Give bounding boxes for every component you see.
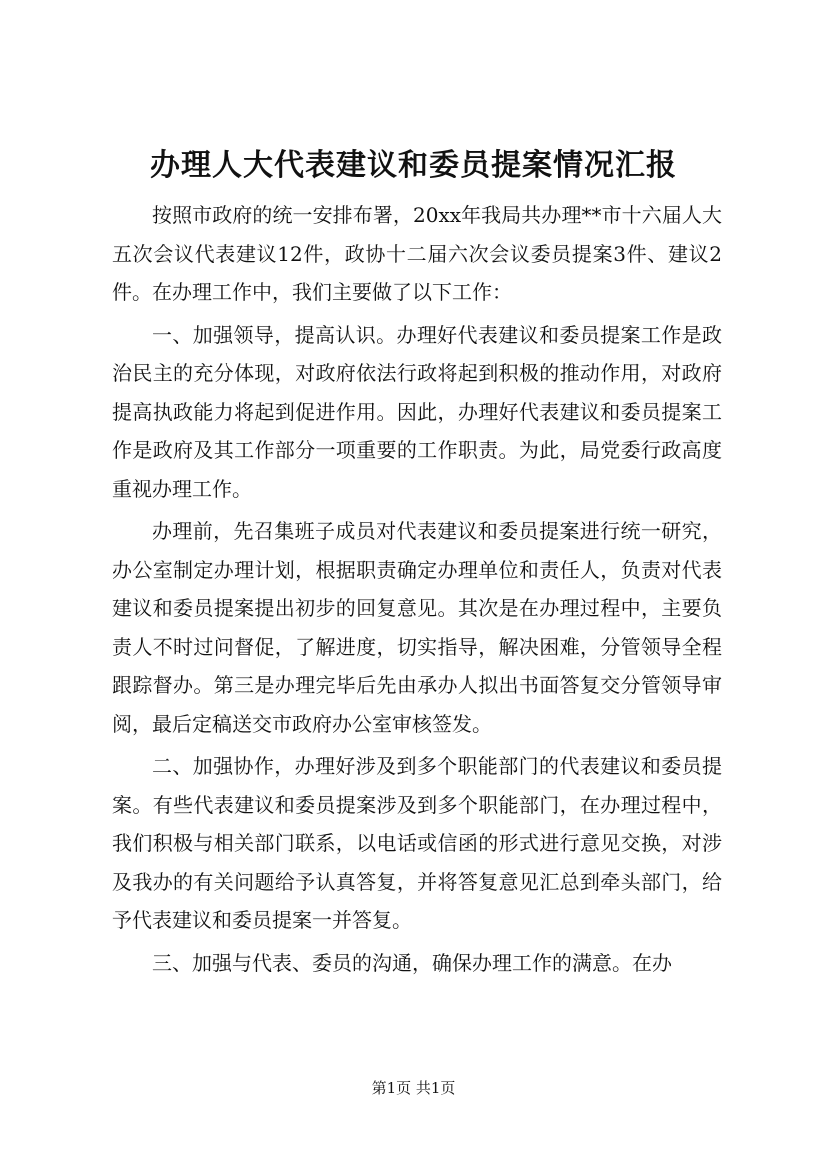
paragraph-intro: 按照市政府的统一安排布署，20xx年我局共办理**市十六届人大五次会议代表建议12件，政协十二届六次会议委员提案3件、建议2件。在办理工作中，我们主要做了以下工作： <box>112 203 722 304</box>
paragraph-section-one: 一、加强领导，提高认识。办理好代表建议和委员提案工作是政治民主的充分体现，对政府依法行政将起到积极的推动作用，对政府提高执政能力将起到促进作用。因此，办理好代表建议和委员提案工作是政府及其工作部分一项重要的工作职责。为此，局党委行政高度重视办理工作。 <box>112 322 722 501</box>
document-body <box>112 196 722 982</box>
paragraph-section-two: 二、加强协作，办理好涉及到多个职能部门的代表建议和委员提案。有些代表建议和委员提案涉及到多个职能部门，在办理过程中，我们积极与相关部门联系，以电话或信函的形式进行意见交换，对涉及我办的有关问题给予认真答复，并将答复意见汇总到牵头部门，给予代表建议和委员提案一并答复。 <box>112 754 722 932</box>
document-title: 办理人大代表建议和委员提案情况汇报 <box>150 148 677 183</box>
paragraph-procedure: 办理前，先召集班子成员对代表建议和委员提案进行统一研究，办公室制定办理计划，根据职责确定办理单位和责任人，负责对代表建议和委员提案提出初步的回复意见。其次是在办理过程中，主要负责人不时过问督促，了解进度，切实指导，解决困难，分管领导全程跟踪督办。第三是办理完毕后先由承办人拟出书面答复交分管领导审阅，最后定稿送交市政府办公室审核签发。 <box>112 519 722 736</box>
page-number-footer: 第1页 共1页 <box>371 1079 456 1097</box>
paragraph-section-three: 三、加强与代表、委员的沟通，确保办理工作的满意。在办 <box>152 950 672 975</box>
